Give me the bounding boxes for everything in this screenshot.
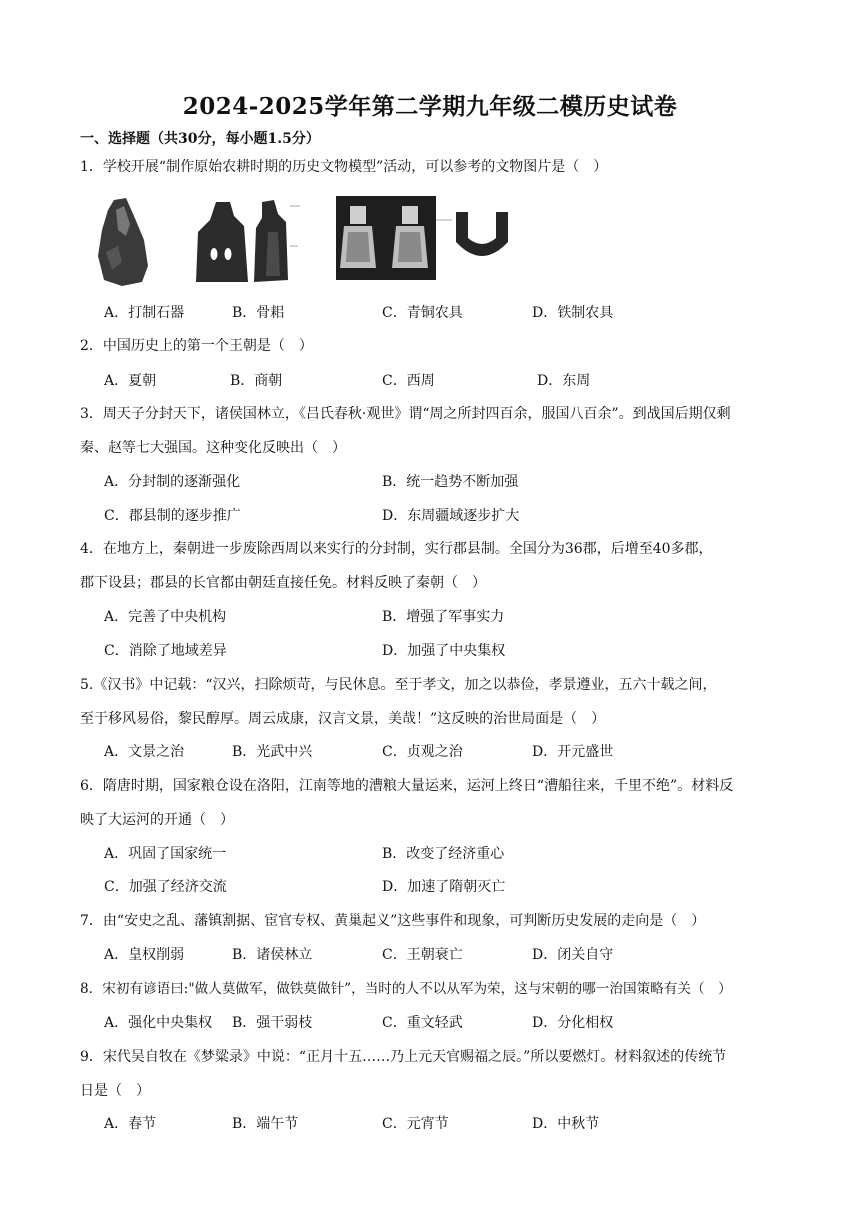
question-9-option-c[interactable]: C．元宵节 xyxy=(382,1116,449,1132)
question-7-option-c[interactable]: C．王朝衰亡 xyxy=(382,947,463,963)
iron-tool-image xyxy=(436,196,526,266)
question-7-option-b[interactable]: B．诸侯林立 xyxy=(232,947,313,963)
question-3-text-line-1: 3．周天子分封天下，诸侯国林立，《吕氏春秋·观世》谓“周之所封四百余，服国八百余”。到战国后期仅剩 xyxy=(80,406,731,422)
question-9-option-a[interactable]: A．春节 xyxy=(104,1116,157,1132)
question-3-option-a[interactable]: A．分封制的逐渐强化 xyxy=(104,474,241,490)
question-8-option-a[interactable]: A．强化中央集权 xyxy=(104,1015,213,1031)
stone-tool-image xyxy=(92,196,152,288)
question-5-option-b[interactable]: B．光武中兴 xyxy=(232,744,313,760)
question-4-text-line-1: 4．在地方上，秦朝进一步废除西周以来实行的分封制，实行郡县制。全国分为36郡，后增至40多郡， xyxy=(80,541,713,557)
question-3-option-c[interactable]: C．郡县制的逐步推广 xyxy=(104,508,241,524)
question-4-text-line-2: 郡下设县；郡县的长官都由朝廷直接任免。材料反映了秦朝（ ） xyxy=(80,575,486,591)
question-4-option-b[interactable]: B．增强了军事实力 xyxy=(382,609,505,625)
question-5-text-line-1: 5.《汉书》中记载：“汉兴，扫除烦苛，与民休息。至于孝文，加之以恭俭，孝景遵业，五六十载之间， xyxy=(80,677,717,693)
question-8-option-b[interactable]: B．强干弱枝 xyxy=(232,1015,313,1031)
question-6-option-b[interactable]: B．改变了经济重心 xyxy=(382,846,505,862)
question-9-text-line-2: 日是（ ） xyxy=(80,1083,150,1099)
question-3-option-d[interactable]: D．东周疆域逐步扩大 xyxy=(382,508,520,524)
question-5-option-d[interactable]: D．开元盛世 xyxy=(532,744,614,760)
question-9-option-d[interactable]: D．中秋节 xyxy=(532,1116,600,1132)
question-4-option-a[interactable]: A．完善了中央机构 xyxy=(104,609,227,625)
question-3-option-b[interactable]: B．统一趋势不断加强 xyxy=(382,474,519,490)
question-1-option-b[interactable]: B．骨耜 xyxy=(232,305,285,321)
question-1-option-d[interactable]: D．铁制农具 xyxy=(532,305,614,321)
question-7-text: 7．由“安史之乱、藩镇割据、宦官专权、黄巢起义”这些事件和现象，可判断历史发展的走向是（ ） xyxy=(80,913,706,929)
section-heading: 一、选择题（共30分，每小题1.5分） xyxy=(80,131,320,147)
question-3-text-line-2: 秦、赵等七大强国。这种变化反映出（ ） xyxy=(80,440,346,456)
question-2-text: 2．中国历史上的第一个王朝是（ ） xyxy=(80,338,313,354)
question-1-option-c[interactable]: C．青铜农具 xyxy=(382,305,463,321)
artifact-images xyxy=(92,196,552,292)
question-7-option-a[interactable]: A．皇权削弱 xyxy=(104,947,185,963)
question-4-option-c[interactable]: C．消除了地域差异 xyxy=(104,643,227,659)
question-8-text: 8．宋初有谚语曰:"做人莫做军，做铁莫做针”，当时的人不以从军为荣，这与宋朝的哪一治国策略有关（ ） xyxy=(80,981,732,997)
question-5-text-line-2: 至于移风易俗，黎民醇厚。周云成康，汉言文景，美哉！”这反映的治世局面是（ ） xyxy=(80,711,606,727)
question-7-option-d[interactable]: D．闭关自守 xyxy=(532,947,614,963)
question-6-text-line-1: 6．隋唐时期，国家粮仓设在洛阳，江南等地的漕粮大量运来，运河上终日“漕船往来，千里不绝”。材料反 xyxy=(80,778,734,794)
question-6-option-a[interactable]: A．巩固了国家统一 xyxy=(104,846,227,862)
question-1-option-a[interactable]: A．打制石器 xyxy=(104,305,185,321)
question-4-option-d[interactable]: D．加强了中央集权 xyxy=(382,643,506,659)
question-6-text-line-2: 映了大运河的开通（ ） xyxy=(80,812,234,828)
bronze-tools-image xyxy=(336,196,436,280)
question-8-option-c[interactable]: C．重文轻武 xyxy=(382,1015,463,1031)
question-2-option-d[interactable]: D．东周 xyxy=(537,373,591,389)
question-6-option-c[interactable]: C．加强了经济交流 xyxy=(104,879,227,895)
question-1-text: 1．学校开展“制作原始农耕时期的历史文物模型”活动，可以参考的文物图片是（ ） xyxy=(80,159,608,175)
exam-title: 2024-2025学年第二学期九年级二模历史试卷 xyxy=(182,93,678,120)
question-9-text-line-1: 9．宋代吴自牧在《梦粱录》中说：“正月十五……乃上元天官赐福之辰。”所以要燃灯。材料叙述的传统节 xyxy=(80,1049,727,1065)
question-2-option-a[interactable]: A．夏朝 xyxy=(104,373,157,389)
question-9-option-b[interactable]: B．端午节 xyxy=(232,1116,299,1132)
question-5-option-c[interactable]: C．贞观之治 xyxy=(382,744,463,760)
question-5-option-a[interactable]: A．文景之治 xyxy=(104,744,185,760)
question-2-option-b[interactable]: B．商朝 xyxy=(230,373,283,389)
bone-spade-image xyxy=(190,196,300,288)
question-8-option-d[interactable]: D．分化相权 xyxy=(532,1015,614,1031)
question-2-option-c[interactable]: C．西周 xyxy=(382,373,435,389)
question-6-option-d[interactable]: D．加速了隋朝灭亡 xyxy=(382,879,506,895)
